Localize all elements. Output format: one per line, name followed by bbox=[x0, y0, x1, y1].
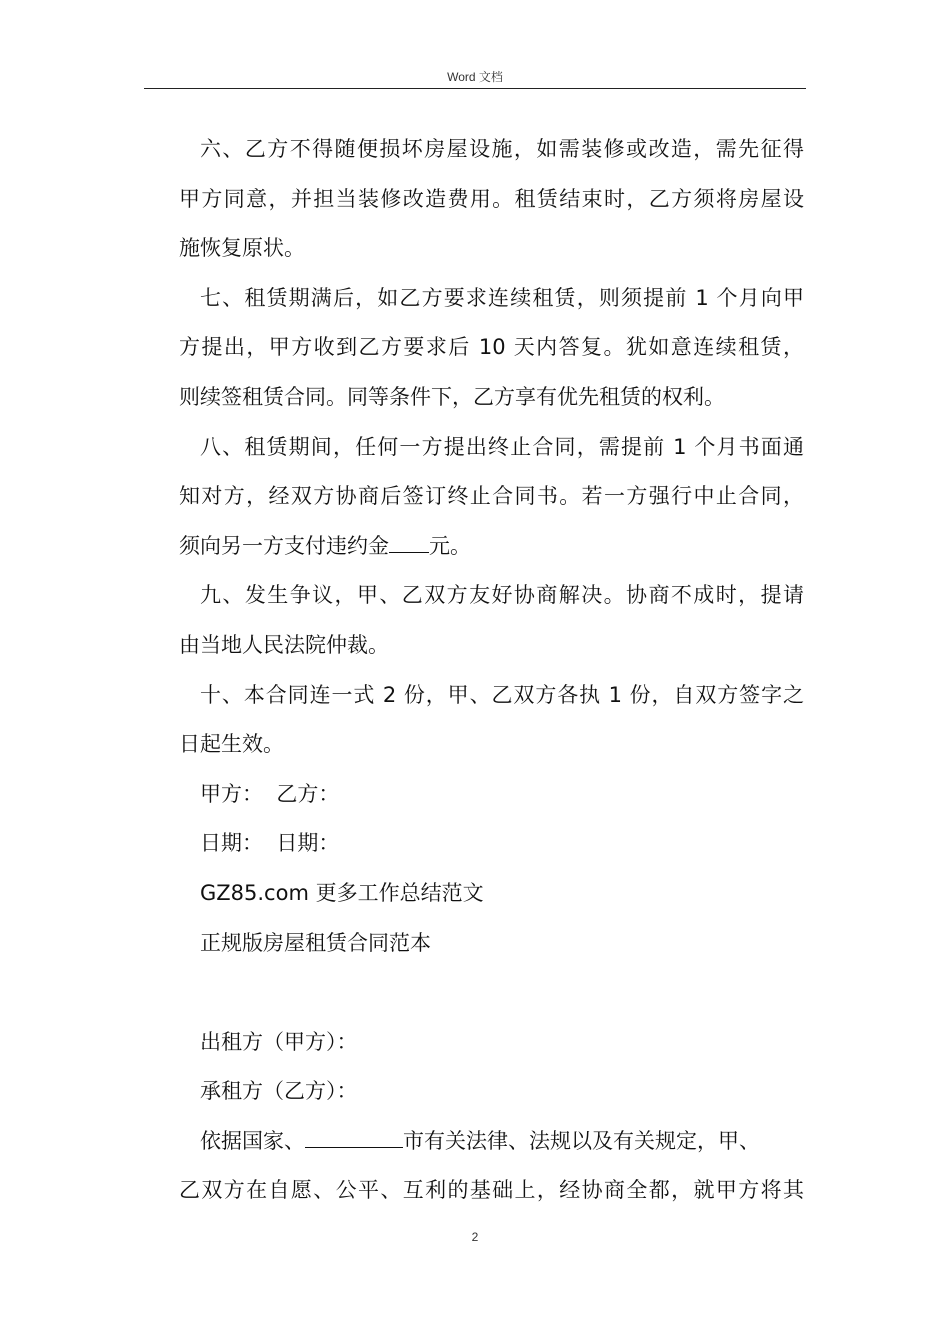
clause-8-line-2: 知对方，经双方协商后签订终止合同书。若一方强行中止合同， bbox=[179, 484, 804, 509]
header-title: Word 文档 bbox=[447, 70, 503, 84]
document-body bbox=[179, 125, 804, 1216]
clause-6-line-1: 六、乙方不得随便损坏房屋设施，如需装修或改造，需先征得 bbox=[200, 137, 804, 161]
clause-8-line-3 bbox=[179, 522, 804, 572]
signature-parties: 甲方： 乙方： bbox=[200, 781, 340, 806]
clause-7-line-3: 则续签租赁合同。同等条件下，乙方享有优先租赁的权利。 bbox=[179, 384, 725, 409]
signature-dates: 日期： 日期： bbox=[200, 831, 340, 856]
clause-8-line-3-text: 须向另一方支付违约金 bbox=[179, 533, 389, 558]
clause-7-line-1: 七、租赁期满后，如乙方要求连续租赁，则须提前 1 个月向甲 bbox=[200, 285, 804, 310]
clause-9-line-1: 九、发生争议，甲、乙双方友好协商解决。协商不成时，提请 bbox=[200, 583, 804, 608]
promo-line: GZ85.com 更多工作总结范文 bbox=[200, 880, 484, 905]
intro-line-2: 乙双方在自愿、公平、互利的基础上，经协商全都，就甲方将其 bbox=[179, 1178, 804, 1203]
clause-8-line-1: 八、租赁期间，任何一方提出终止合同，需提前 1 个月书面通 bbox=[200, 434, 804, 459]
lessee-label: 承租方（乙方）： bbox=[200, 1079, 358, 1104]
page-header bbox=[144, 66, 806, 89]
intro-line-1-rest: 市有关法律、法规以及有关规定，甲、 bbox=[403, 1128, 760, 1153]
clause-10-line-1: 十、本合同连一式 2 份，甲、乙双方各执 1 份，自双方签字之 bbox=[200, 682, 804, 707]
city-blank bbox=[305, 1129, 403, 1148]
clause-9-line-2: 由当地人民法院仲裁。 bbox=[179, 632, 389, 657]
clause-10-line-2: 日起生效。 bbox=[179, 732, 284, 757]
intro-line-1 bbox=[179, 1117, 804, 1167]
blank-line bbox=[179, 968, 804, 1018]
penalty-amount-blank bbox=[389, 534, 429, 553]
clause-8-line-3-unit: 元。 bbox=[429, 533, 471, 558]
page-number: 2 bbox=[471, 1230, 479, 1244]
intro-line-1-text: 依据国家、 bbox=[200, 1128, 305, 1153]
lessor-label: 出租方（甲方）： bbox=[200, 1029, 358, 1054]
clause-7-line-2: 方提出，甲方收到乙方要求后 10 天内答复。犹如意连续租赁， bbox=[179, 335, 804, 360]
next-document-title: 正规版房屋租赁合同范本 bbox=[200, 930, 431, 955]
clause-6-line-2: 甲方同意，并担当装修改造费用。租赁结束时，乙方须将房屋设 bbox=[179, 186, 804, 211]
clause-6-line-3: 施恢复原状。 bbox=[179, 236, 305, 261]
